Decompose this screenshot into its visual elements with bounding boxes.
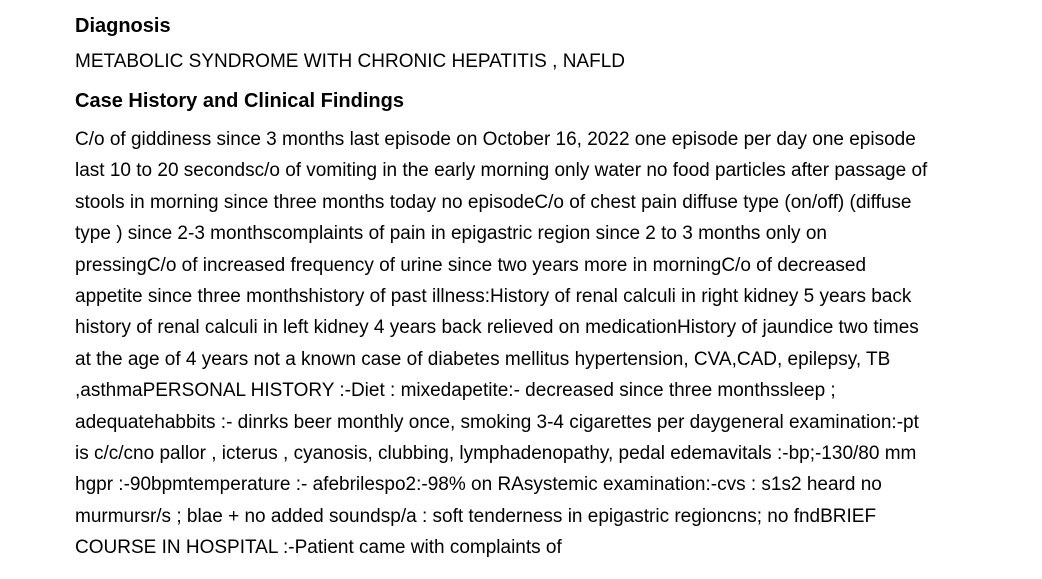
case-history-body (75, 124, 1015, 564)
case-history-heading: Case History and Clinical Findings (75, 90, 404, 112)
case-history-line: ,asthmaPERSONAL HISTORY :-Diet : mixedapetite:- decreased since three monthssleep ; (75, 380, 836, 402)
case-history-line: is c/c/cno pallor , icterus , cyanosis, clubbing, lymphadenopathy, pedal edemavitals :-bp;-130/80 mm (75, 443, 917, 465)
case-history-line: C/o of giddiness since 3 months last episode on October 16, 2022 one episode per day one episode (75, 129, 916, 150)
case-history-line: adequatehabbits :- dinrks beer monthly once, smoking 3-4 cigarettes per daygeneral examination:-pt (75, 411, 919, 433)
case-history-line: COURSE IN HOSPITAL :-Patient came with complaints of (75, 537, 562, 559)
case-history-line: stools in morning since three months today no episodeC/o of chest pain diffuse type (on/off) (diffuse (75, 191, 912, 213)
diagnosis-text: METABOLIC SYNDROME WITH CHRONIC HEPATITIS , NAFLD (75, 51, 625, 72)
case-history-line: history of renal calculi in left kidney 4 years back relieved on medicationHistory of jaundice two times (75, 317, 919, 339)
case-history-line: hgpr :-90bpmtemperature :- afebrilespo2:-98% on RAsystemic examination:-cvs : s1s2 heard no (75, 474, 882, 496)
case-history-line: murmursr/s ; blae + no added soundsp/a : soft tenderness in epigastric regioncns; no fndBRIEF (75, 505, 877, 527)
case-history-line: appetite since three monthshistory of past illness:History of renal calculi in right kidney 5 years back (75, 286, 912, 308)
case-history-line: at the age of 4 years not a known case of diabetes mellitus hypertension, CVA,CAD, epilepsy, TB (75, 348, 891, 370)
diagnosis-heading: Diagnosis (75, 15, 171, 37)
case-history-line: pressingC/o of increased frequency of urine since two years more in morningC/o of decreased (75, 254, 867, 276)
case-history-line: type ) since 2-3 monthscomplaints of pain in epigastric region since 2 to 3 months only on (75, 223, 827, 245)
case-history-line: last 10 to 20 secondsc/o of vomiting in the early morning only water no food particles after passage of (75, 160, 928, 182)
